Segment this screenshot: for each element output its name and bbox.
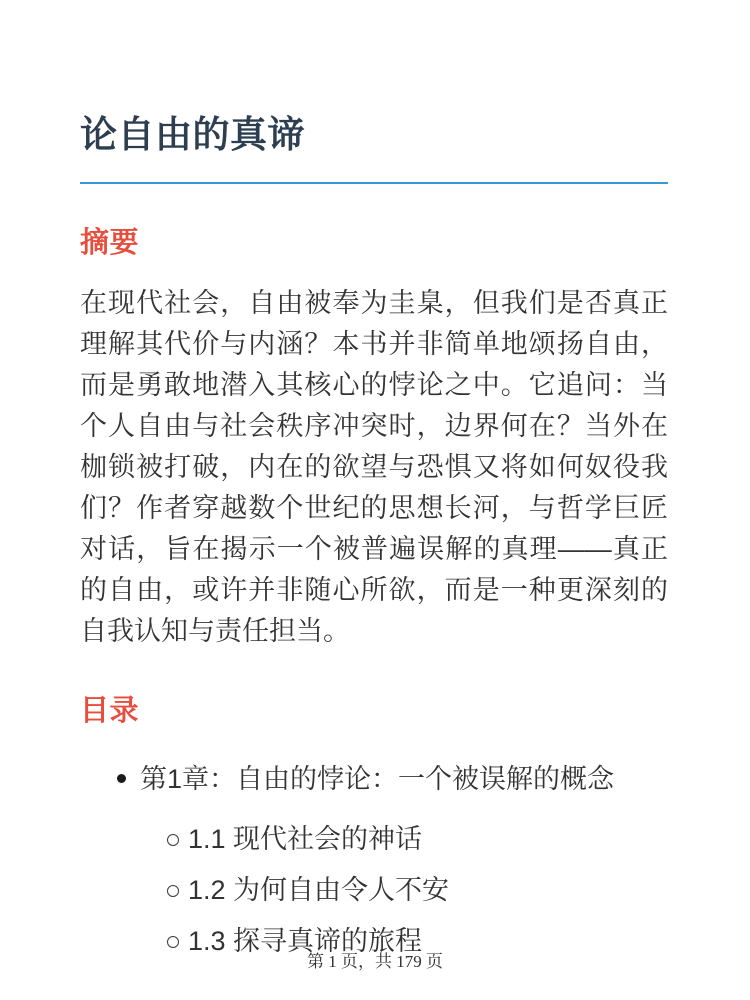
toc-sub-item: 1.2 为何自由令人不安 <box>188 871 668 909</box>
abstract-heading: 摘要 <box>80 227 140 260</box>
page-number-footer: 第 1 页，共 179 页 <box>307 952 443 971</box>
toc-sub-item: 1.3 探寻真谛的旅程 <box>188 922 668 960</box>
document-title: 论自由的真谛 <box>80 114 305 155</box>
abstract-text: 在现代社会，自由被奉为圭臬，但我们是否真正理解其代价与内涵？本书并非简单地颂扬自由，而是勇敢地潜入其核心的悖论之中。它追问：当个人自由与社会秩序冲突时，边界何在？当外在枷锁被打破，内在的欲望与恐惧又将如何奴役我们？作者穿越数个世纪的思想长河，与哲学巨匠对话，旨在揭示一个被普遍误解的真理——真正的自由，或许并非随心所欲，而是一种更深刻的自我认知与责任担当。 <box>80 287 668 646</box>
toc-list <box>80 760 668 960</box>
toc-chapter-item <box>140 760 668 960</box>
toc-chapter-label: 第1章：自由的悖论：一个被误解的概念 <box>140 763 615 794</box>
toc-sublist <box>140 820 668 960</box>
toc-sub-item: 1.1 现代社会的神话 <box>188 820 668 858</box>
toc-heading: 目录 <box>80 694 140 727</box>
title-divider <box>80 182 668 184</box>
